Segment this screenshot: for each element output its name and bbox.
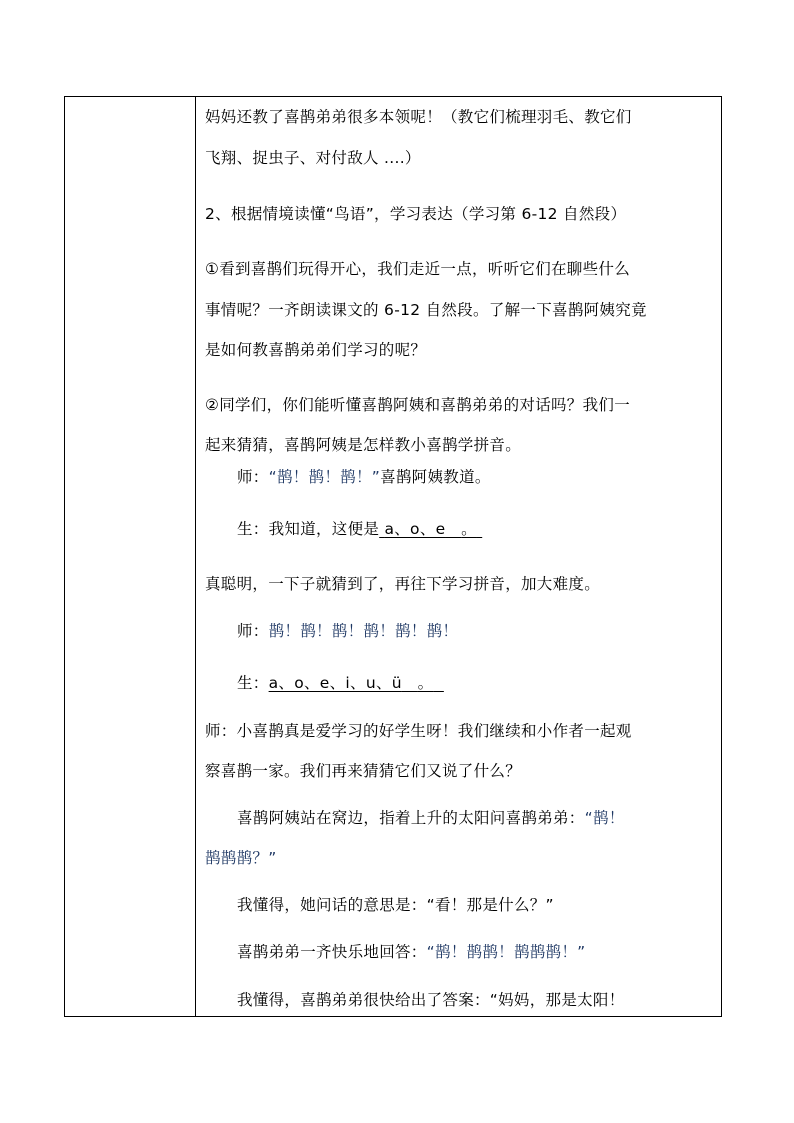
text-line: ②同学们，你们能听懂喜鹊阿姨和喜鹊弟弟的对话吗？我们一: [205, 396, 630, 414]
text-line: 察喜鹊一家。我们再来猜猜它们又说了什么？: [205, 762, 522, 780]
text-line: 我懂得，她问话的意思是：“看！那是什么？”: [237, 896, 554, 914]
speaker-label: 生：: [237, 674, 269, 692]
answer-underlined: a、o、e、i、u、ü 。: [268, 674, 434, 692]
text-line: 喜鹊阿姨站在窝边，指着上升的太阳问喜鹊弟弟：“鹊！: [237, 809, 625, 827]
bird-call-text: 鹊！鹊！鹊！鹊！鹊！鹊！: [268, 622, 459, 640]
speaker-label: 师：: [237, 468, 269, 486]
right-column-cell: [196, 97, 721, 1016]
text-line: 起来猜猜，喜鹊阿姨是怎样教小喜鹊学拼音。: [205, 436, 522, 454]
bird-call-quote: “鹊！鹊！鹊！”: [268, 468, 381, 486]
answer-underlined: a、o、e 。: [384, 520, 477, 538]
section-heading: 2、根据情境读懂“鸟语”，学习表达（学习第 6-12 自然段）: [205, 205, 627, 223]
text-line: 我懂得，喜鹊弟弟很快给出了答案：“妈妈，那是太阳！: [237, 991, 625, 1009]
bird-call-quote: “鹊！: [584, 809, 625, 827]
dialogue-text: 喜鹊阿姨教道。: [380, 468, 491, 486]
dialogue-line: [237, 509, 714, 549]
dialogue-line: [237, 611, 714, 651]
bird-call-quote: “鹊！鹊鹊！鹊鹊鹊！”: [426, 943, 586, 961]
text-line: 师：小喜鹊真是爱学习的好学生呀！我们继续和小作者一起观: [205, 722, 632, 740]
quote-text: “看！那是什么？”: [426, 896, 554, 914]
dialogue-line: [237, 663, 714, 703]
lesson-table: [64, 96, 722, 1017]
text-line: ①看到喜鹊们玩得开心，我们走近一点，听听它们在聊些什么: [205, 260, 630, 278]
text-line: 真聪明，一下子就猜到了，再往下学习拼音，加大难度。: [205, 575, 601, 593]
text-line: 飞翔、捉虫子、对付敌人 ....）: [205, 149, 421, 167]
text-line: 妈妈还教了喜鹊弟弟很多本领呢！（教它们梳理羽毛、教它们: [205, 108, 632, 126]
speaker-text: 生：我知道，这便是: [237, 520, 380, 538]
bird-call-quote: 鹊鹊鹊？”: [205, 849, 277, 867]
text-line: 是如何教喜鹊弟弟们学习的呢？: [205, 341, 427, 359]
speaker-label: 师：: [237, 622, 269, 640]
text-line: 事情呢？一齐朗读课文的 6-12 自然段。了解一下喜鹊阿姨究竟: [205, 301, 647, 319]
text-line: 喜鹊弟弟一齐快乐地回答：“鹊！鹊鹊！鹊鹊鹊！”: [237, 943, 586, 961]
left-column-cell: [65, 97, 196, 1016]
dialogue-line: [237, 457, 714, 497]
